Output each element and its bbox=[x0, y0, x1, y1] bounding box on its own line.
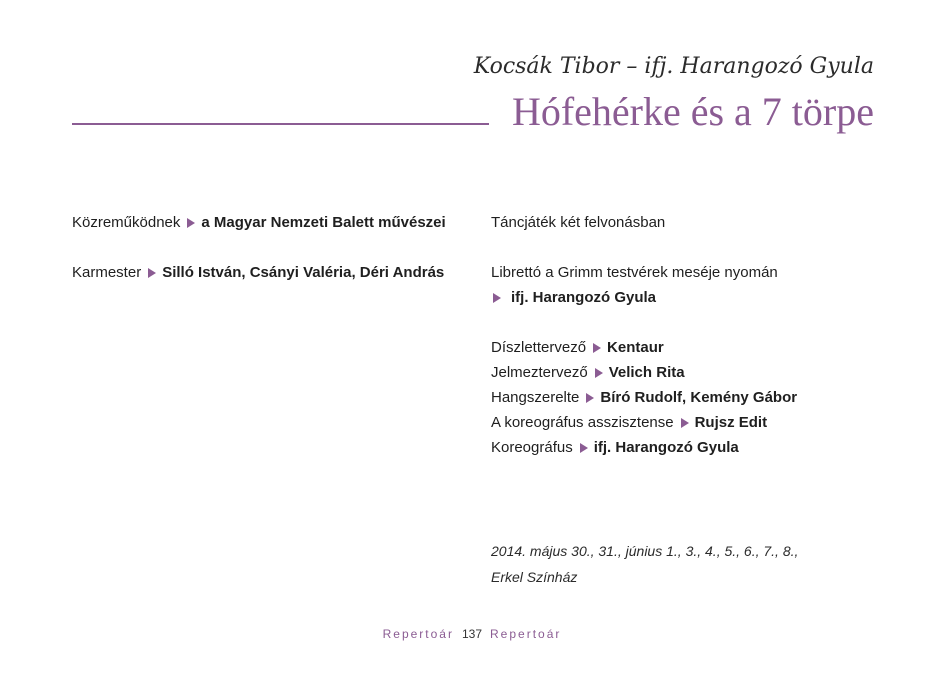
credit-value: ifj. Harangozó Gyula bbox=[593, 439, 739, 456]
credit-value: Velich Rita bbox=[608, 364, 685, 381]
credit-label: Hangszerelte bbox=[491, 389, 580, 406]
title-rule bbox=[72, 123, 489, 125]
credit-row-costume-designer bbox=[491, 360, 797, 385]
triangle-right-icon bbox=[493, 293, 501, 303]
credit-row-orchestration bbox=[491, 385, 797, 410]
triangle-right-icon bbox=[593, 343, 601, 353]
page-footer bbox=[0, 627, 944, 641]
credit-label: Díszlettervező bbox=[491, 339, 587, 356]
credit-value: a Magyar Nemzeti Balett művészei bbox=[201, 214, 446, 231]
triangle-right-icon bbox=[187, 218, 195, 228]
footer-section-left: Repertoár bbox=[382, 627, 454, 641]
page-number: 137 bbox=[461, 627, 483, 641]
dates-line: 2014. május 30., 31., június 1., 3., 4., 5., 6., 7., 8., bbox=[491, 543, 799, 559]
credit-row-choreographer bbox=[491, 435, 797, 460]
credit-label: A koreográfus asszisztense bbox=[491, 414, 674, 431]
triangle-right-icon bbox=[586, 393, 594, 403]
libretto-label: Librettó a Grimm testvérek meséje nyomán bbox=[491, 264, 778, 281]
credit-row-conductor bbox=[72, 260, 446, 285]
credit-row-set-designer bbox=[491, 335, 797, 360]
credit-value: Silló István, Csányi Valéria, Déri András bbox=[162, 264, 445, 281]
credit-value: Bíró Rudolf, Kemény Gábor bbox=[600, 389, 798, 406]
triangle-right-icon bbox=[580, 443, 588, 453]
authors: Kocsák Tibor – ifj. Harangozó Gyula bbox=[473, 54, 874, 79]
credit-value: ifj. Harangozó Gyula bbox=[511, 289, 657, 306]
footer-section-right: Repertoár bbox=[490, 627, 562, 641]
credit-value: Kentaur bbox=[607, 339, 664, 356]
credit-row-performers bbox=[72, 210, 446, 235]
triangle-right-icon bbox=[681, 418, 689, 428]
page-title: Hófehérke és a 7 törpe bbox=[511, 89, 874, 134]
left-column bbox=[72, 210, 446, 285]
credit-label: Jelmeztervező bbox=[491, 364, 588, 381]
libretto-author bbox=[491, 285, 797, 310]
credit-label: Karmester bbox=[72, 264, 142, 281]
performance-dates bbox=[491, 538, 798, 590]
credit-label: Közreműködnek bbox=[72, 214, 181, 231]
triangle-right-icon bbox=[148, 268, 156, 278]
credit-row-assistant bbox=[491, 410, 797, 435]
triangle-right-icon bbox=[595, 368, 603, 378]
venue-line: Erkel Színház bbox=[491, 569, 578, 585]
credit-label: Koreográfus bbox=[491, 439, 573, 456]
genre: Táncjáték két felvonásban bbox=[491, 214, 666, 231]
credit-value: Rujsz Edit bbox=[694, 414, 768, 431]
right-column bbox=[491, 210, 797, 460]
